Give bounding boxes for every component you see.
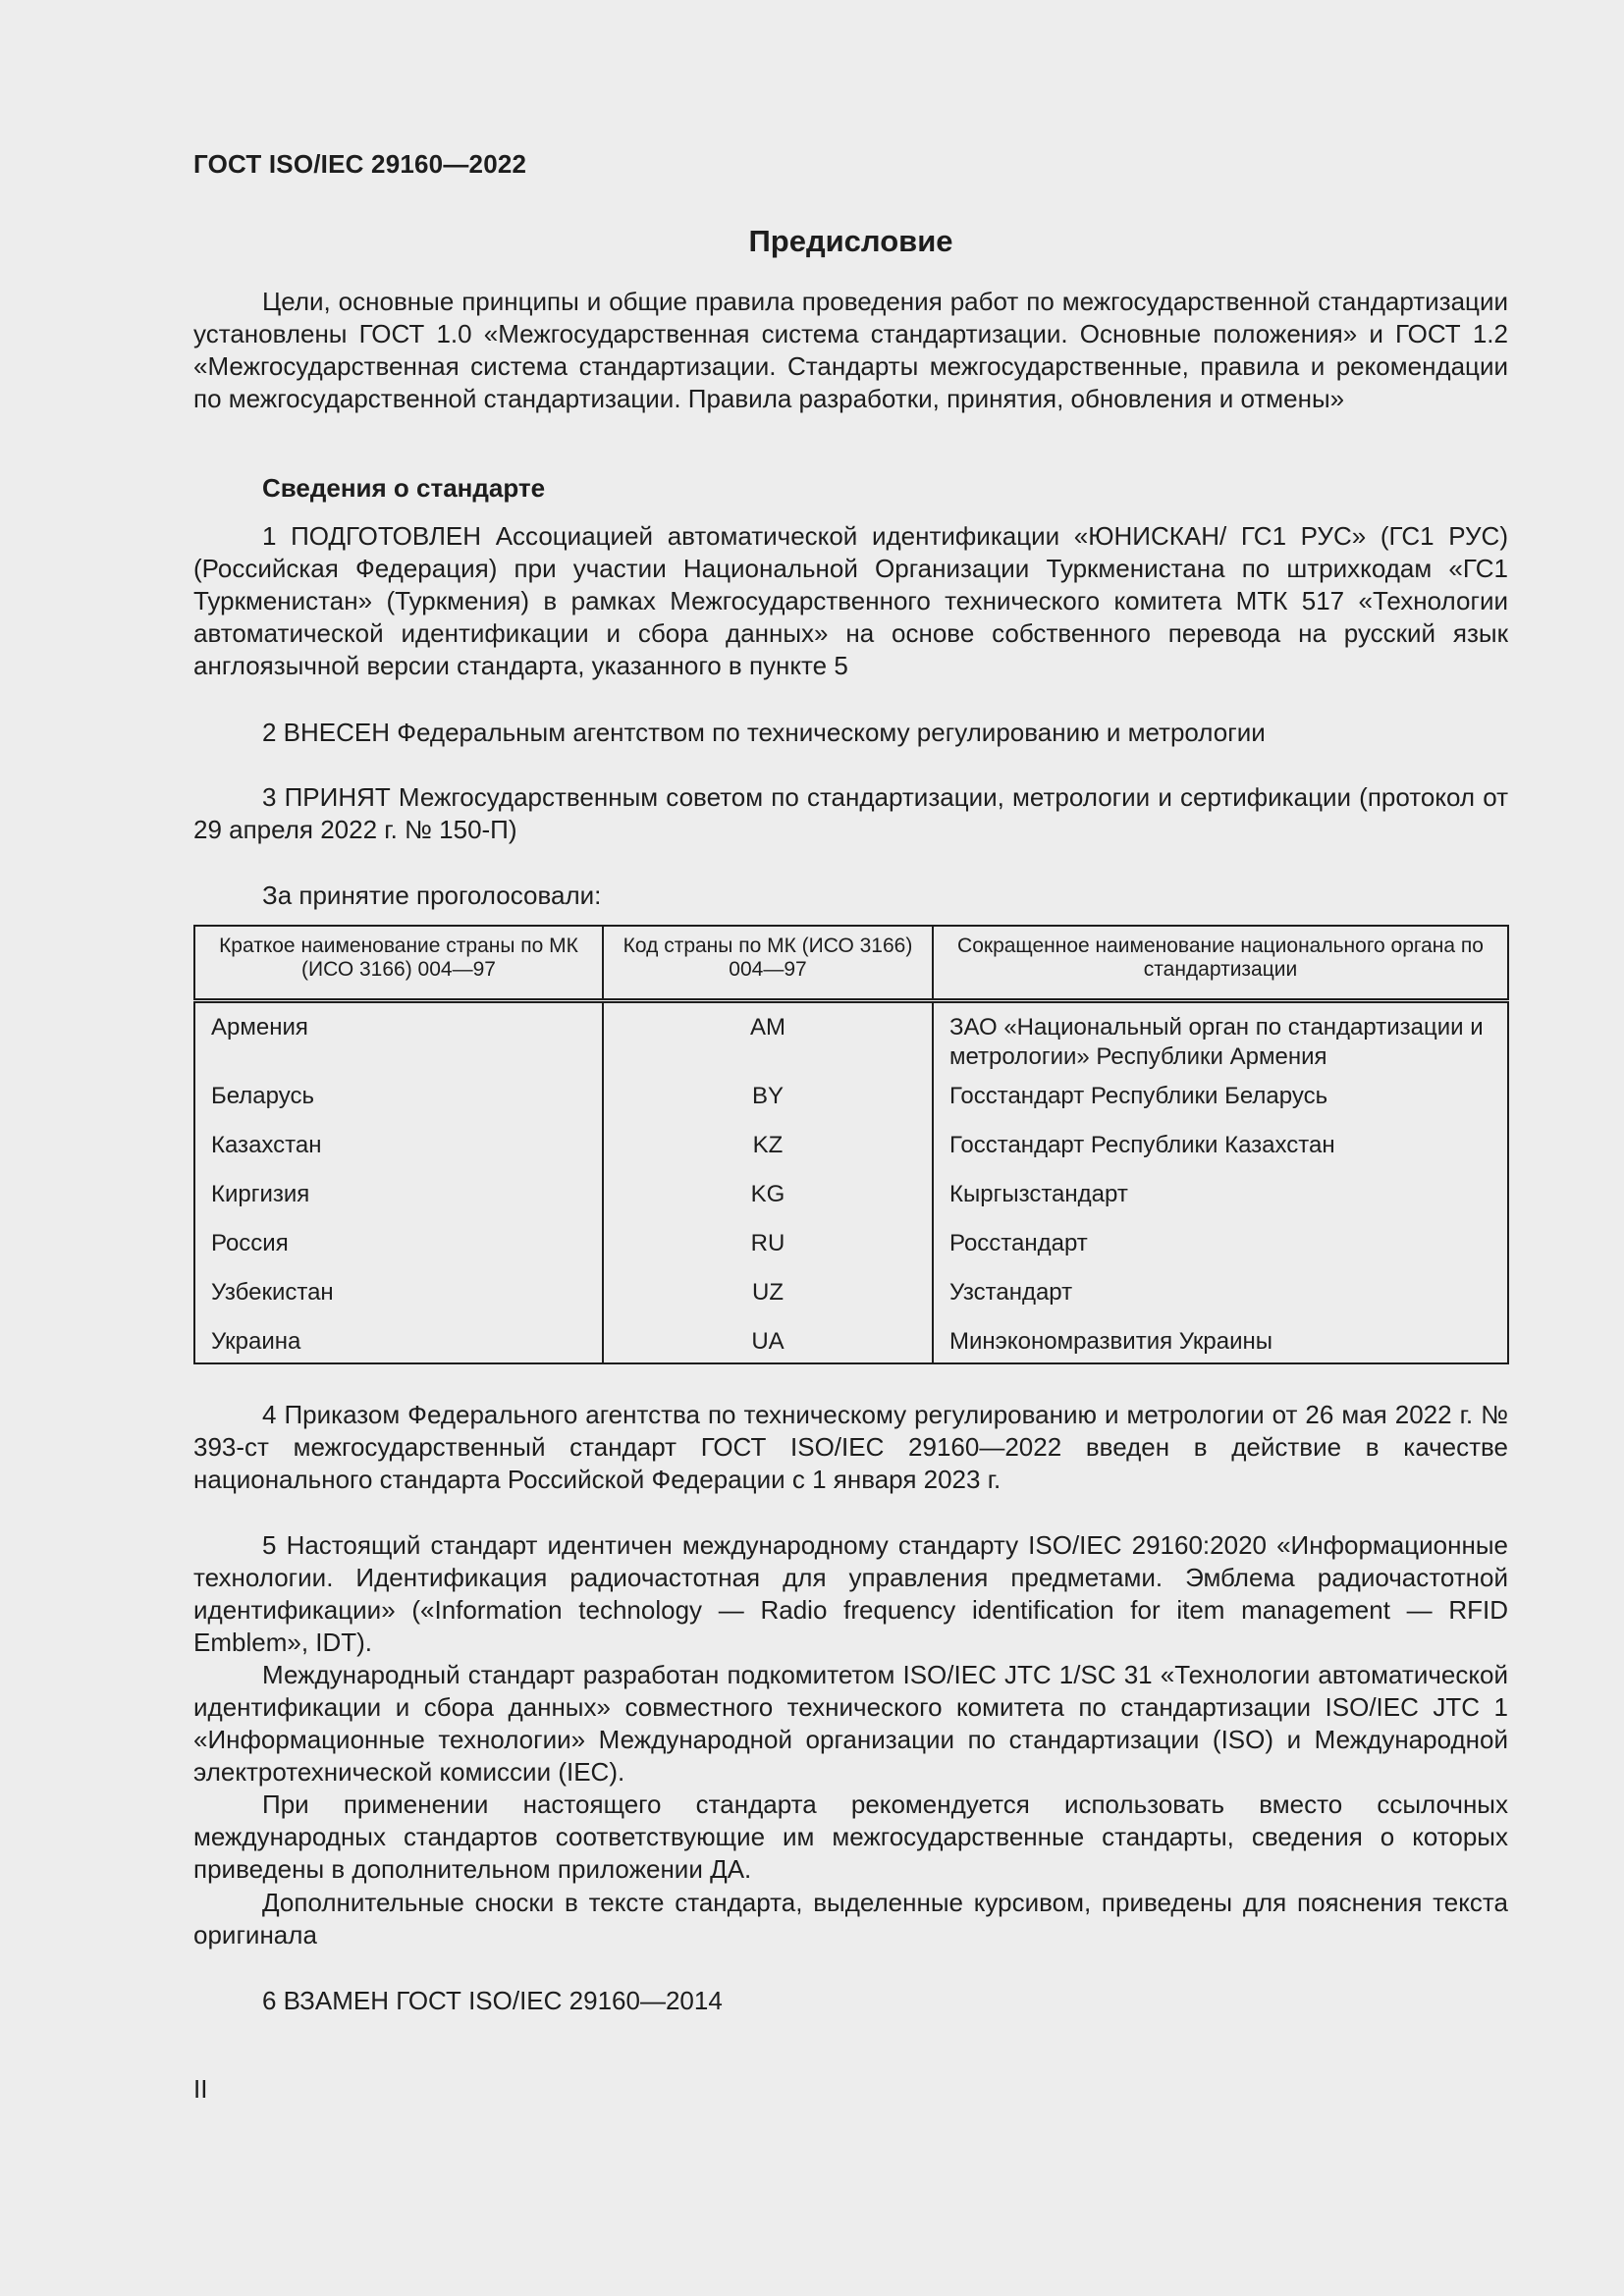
column-header-country: Краткое наименование страны по МК (ИСО 3166) 004—97 — [194, 926, 603, 1001]
code-cell: RU — [603, 1229, 933, 1278]
section-subheading: Сведения о стандарте — [262, 473, 546, 503]
body-cell: Госстандарт Республики Беларусь — [933, 1082, 1508, 1131]
document-header: ГОСТ ISO/IEC 29160—2022 — [193, 149, 527, 179]
intro-paragraph: Цели, основные принципы и общие правила проведения работ по межгосударственной стандартизации установлены ГОСТ 1.0 «Межгосударственная система стандартизации. Основные положения» и ГОСТ 1.2 «Межгосударственная система стандартизации. Стандарты межгосударственные, правила и рекомендации по межгосударственной стандартизации. Правила разработки, принятия, обновления и отмены» — [193, 287, 1508, 413]
column-header-code: Код страны по МК (ИСО 3166) 004—97 — [603, 926, 933, 1001]
item-5-paragraph: 5 Настоящий стандарт идентичен международному стандарту ISO/IEC 29160:2020 «Информационные технологии. Идентификация радиочастотная для управления предметами. Эмблема радиочастотной идентификации» («Information technology — Radio frequency identification for item management — RFID Emblem», IDT). — [193, 1530, 1508, 1657]
country-cell: Киргизия — [194, 1180, 603, 1229]
column-header-body: Сокращенное наименование национального органа по стандартизации — [933, 926, 1508, 1001]
body-cell: Минэкономразвития Украины — [933, 1327, 1508, 1363]
item-4-paragraph: 4 Приказом Федерального агентства по техническому регулированию и метрологии от 26 мая 2022 г. № 393-ст межгосударственный стандарт ГОСТ ISO/IEC 29160—2022 введен в действие в качестве национального стандарта Российской Федерации с 1 января 2023 г. — [193, 1400, 1508, 1494]
code-cell: KG — [603, 1180, 933, 1229]
code-cell: BY — [603, 1082, 933, 1131]
item-1-paragraph: 1 ПОДГОТОВЛЕН Ассоциацией автоматической идентификации «ЮНИСКАН/ ГС1 РУС» (ГС1 РУС) (Российская Федерация) при участии Национальной Организации Туркменистана по штрихкодам «ГС1 Туркменистан» (Туркмения) в рамках Межгосударственного технического комитета МТК 517 «Технологии автоматической идентификации и сбора данных» на основе собственного перевода на русский язык англоязычной версии стандарта, указанного в пункте 5 — [193, 521, 1508, 680]
body-cell: Кыргызстандарт — [933, 1180, 1508, 1229]
country-cell: Армения — [194, 1001, 603, 1083]
item-5-paragraph-4: Дополнительные сноски в тексте стандарта, выделенные курсивом, приведены для пояснения текста оригинала — [193, 1888, 1508, 1949]
item-5-paragraph-2: Международный стандарт разработан подкомитетом ISO/IEC JTC 1/SC 31 «Технологии автоматической идентификации и сбора данных» совместного технического комитета по стандартизации ISO/IEC JTC 1 «Информационные технологии» Международной организации по стандартизации (ISO) и Международной электротехнической комиссии (IEC). — [193, 1660, 1508, 1787]
body-cell: Узстандарт — [933, 1278, 1508, 1327]
item-6-paragraph: 6 ВЗАМЕН ГОСТ ISO/IEC 29160—2014 — [262, 1986, 723, 2015]
page-number: II — [193, 2074, 208, 2104]
voting-countries-table — [193, 925, 1509, 1364]
table-row — [194, 1278, 1508, 1327]
code-cell: AM — [603, 1001, 933, 1083]
table-row — [194, 1001, 1508, 1083]
country-cell: Украина — [194, 1327, 603, 1363]
country-cell: Беларусь — [194, 1082, 603, 1131]
table-row — [194, 1082, 1508, 1131]
country-cell: Узбекистан — [194, 1278, 603, 1327]
page-title: Предисловие — [748, 224, 953, 258]
body-cell: Госстандарт Республики Казахстан — [933, 1131, 1508, 1180]
table-row — [194, 1229, 1508, 1278]
country-cell: Казахстан — [194, 1131, 603, 1180]
code-cell: UZ — [603, 1278, 933, 1327]
item-5-paragraph-3: При применении настоящего стандарта рекомендуется использовать вместо ссылочных международных стандартов соответствующие им межгосударственные стандарты, сведения о которых приведены в дополнительном приложении ДА. — [193, 1789, 1508, 1884]
item-2-paragraph: 2 ВНЕСЕН Федеральным агентством по техническому регулированию и метрологии — [262, 718, 1266, 747]
item-3-paragraph: 3 ПРИНЯТ Межгосударственным советом по стандартизации, метрологии и сертификации (протокол от 29 апреля 2022 г. № 150-П) — [193, 782, 1508, 844]
body-cell: Росстандарт — [933, 1229, 1508, 1278]
vote-intro: За принятие проголосовали: — [262, 881, 602, 910]
code-cell: KZ — [603, 1131, 933, 1180]
code-cell: UA — [603, 1327, 933, 1363]
table-row — [194, 1180, 1508, 1229]
table-row — [194, 1327, 1508, 1363]
body-cell: ЗАО «Национальный орган по стандартизации и метрологии» Республики Армения — [933, 1001, 1508, 1083]
table-header-row — [194, 926, 1508, 1001]
table-row — [194, 1131, 1508, 1180]
country-cell: Россия — [194, 1229, 603, 1278]
